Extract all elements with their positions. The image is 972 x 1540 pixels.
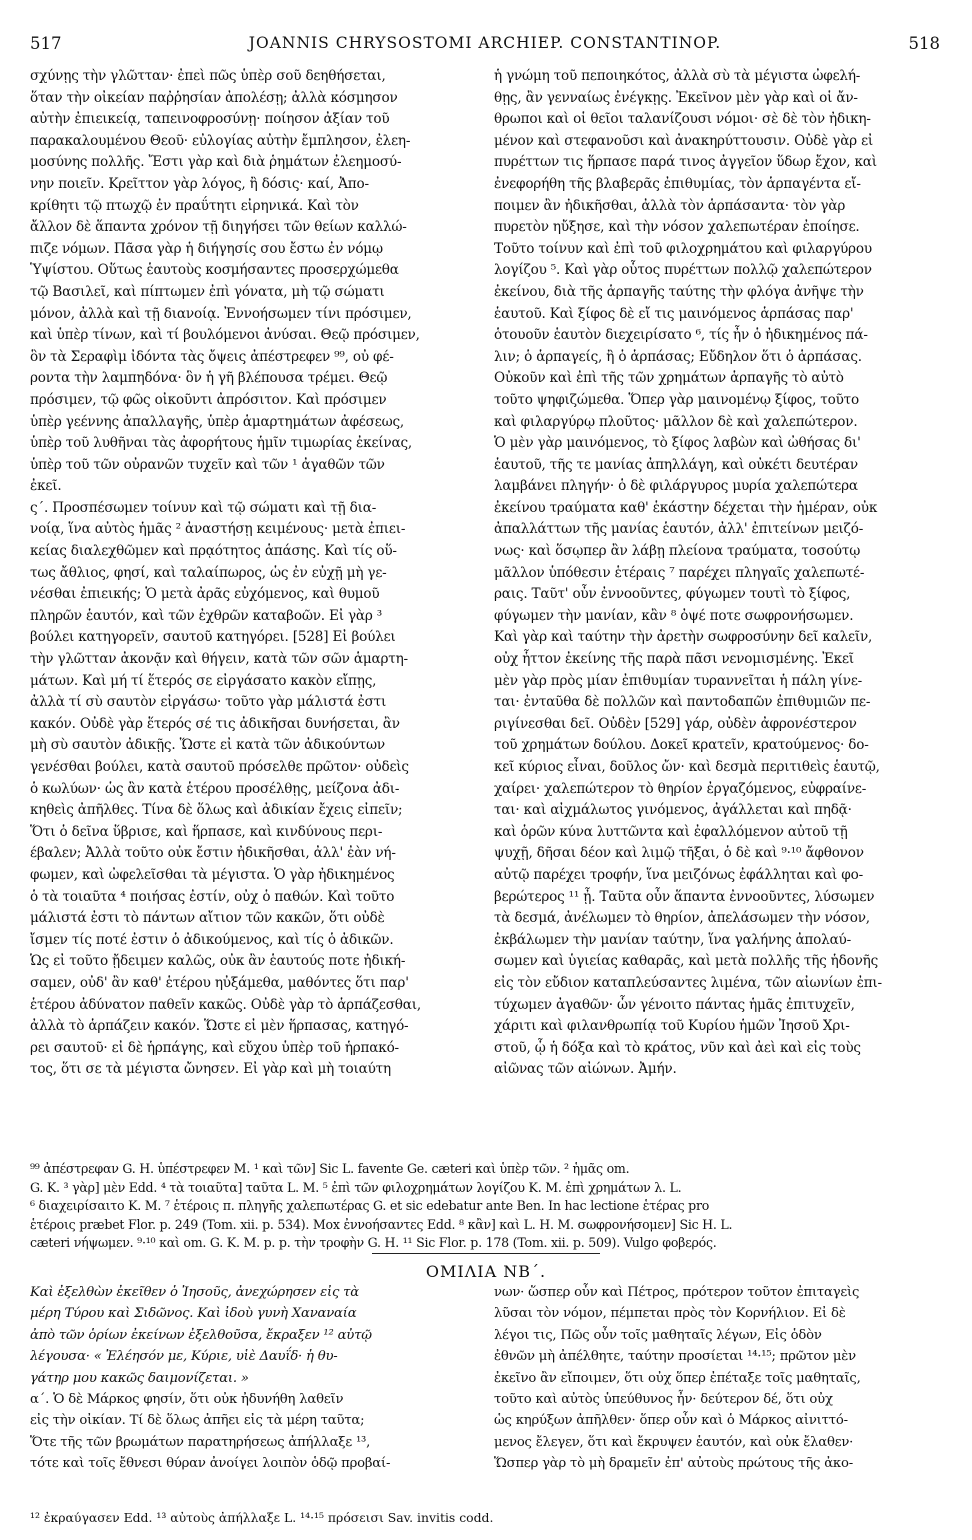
text-line: χάριτι καὶ φιλανθρωπίᾳ τοῦ Κυρίου ἡμῶν Ἰησοῦ Χρι- — [494, 1018, 850, 1035]
text-line: αἰῶνας τῶν αἰώνων. Ἀμήν. — [494, 1061, 677, 1078]
text-line: τότε καὶ τοῖς ἔθνεσι θύραν ἀνοίγει λοιπὸν ὁδῷ προβαί- — [30, 1456, 391, 1472]
text-line: τὴν γλῶτταν ἀκονᾷν καὶ θήγειν, κατὰ τῶν σῶν ἁμαρτη- — [30, 651, 408, 668]
homily-footnote: ¹² ἐκραύγασεν Edd. ¹³ αὐτοὺς ἀπήλλαξε L. ¹⁴·¹⁵ πρόσεισι Sav. invitis codd. — [30, 1510, 494, 1525]
text-line: λέγουσα· « Ἐλέησόν με, Κύριε, υἱὲ Δαυΐδ· ἡ θυ- — [30, 1349, 338, 1365]
text-line: μένον καὶ στεφανοῦσι καὶ ἀνακηρύττουσιν. Οὐδὲ γὰρ εἰ — [494, 132, 874, 149]
text-line: βούλει κατηγορεῖν, σαυτοῦ κατηγόρει. [528] Εἰ βούλει — [30, 629, 396, 646]
text-line: εἰς τὸν εὔδιον καταπλεύσαντες λιμένα, τῶν αἰωνίων ἐπι- — [494, 974, 882, 991]
text-line: φύγωμεν τὴν μανίαν, κἂν ⁸ ὀψέ ποτε σωφρονήσωμεν. — [494, 607, 854, 624]
text-line: ριγίνεσθαι δεῖ. Οὐδὲν [529] γάρ, οὐδὲν ἀφρονέστερον — [494, 715, 857, 732]
text-line: ὑπὲρ γεέννης ἀπαλλαγῆς, ὑπὲρ ἁμαρτημάτων ἀφέσεως, — [30, 413, 404, 430]
text-line: ὁ κωλύων· ὡς ἂν κατὰ ἑτέρου προσέλθῃς, μείζονα ἀδι- — [30, 780, 400, 797]
text-line: τῷ Βασιλεῖ, καὶ πίπτωμεν ἐπὶ γόνατα, μὴ τῷ σώματι — [30, 283, 385, 300]
page-number-right: 518 — [908, 34, 940, 53]
text-line: ἄλλον δὲ ἅπαντα χρόνον τῇ διηγήσει τῶν θείων καλλώ- — [30, 219, 407, 236]
text-line: λιν; ὁ ἁρπαγείς, ἢ ὁ ἁρπάσας; Εὔδηλον ὅτι ὁ ἁρπάσας. — [494, 348, 862, 365]
text-line: νων· ὥσπερ οὖν καὶ Πέτρος, πρότερον τοῦτον ἐπιταγεὶς — [494, 1285, 860, 1300]
text-line: ὅταν τὴν οἰκείαν παῤῥησίαν ἀπολέσῃ; ἀλλὰ κόσμησον — [30, 89, 398, 106]
text-line: αὐτὴν ἐπιεικείᾳ, ταπεινοφροσύνῃ· ποίησον ἀξίαν τοῦ — [30, 111, 390, 128]
text-line: ρει σαυτοῦ· εἰ δὲ ἡρπάγης, καὶ εὔχου ὑπὲρ τοῦ ἡρπακό- — [30, 1039, 399, 1056]
text-line: τος, ὅτι σε τὰ μέγιστα ὤνησεν. Εἰ γὰρ καὶ μὴ τοιαύτη — [30, 1061, 391, 1078]
text-line: ψυχῇ, δῆσαι δέον καὶ λιμῷ τῆξαι, ὁ δὲ καὶ ⁹·¹⁰ ἄφθονον — [494, 845, 864, 862]
text-line: μέρη Τύρου καὶ Σιδῶνος. Καὶ ἰδοὺ γυνὴ Χαναναία — [30, 1306, 357, 1322]
text-line: σχύνῃς τὴν γλῶτταν· ἐπεὶ πῶς ὑπὲρ σοῦ δεηθήσεται, — [30, 68, 386, 84]
text-line: ται· καὶ αἰχμάλωτος γινόμενος, ἀγάλλεται καὶ πηδᾷ· — [494, 802, 852, 819]
text-line: ἐκεῖ. — [30, 478, 62, 495]
text-line: χαίρει· χαλεπώτερον τὸ θηρίον ἐργαζόμενος, εὐφραίνε- — [494, 780, 867, 797]
text-line: μὴ σὺ σαυτὸν ἀδικῇς. Ὥστε εἰ κατὰ τῶν ἀδικούντων — [30, 737, 385, 754]
text-line: ἑαυτοῦ. Καὶ ξίφος δὲ εἴ τις μαινόμενος ἁρπάσας παρ' — [494, 305, 854, 322]
text-line: ἀλλὰ τὸ ἁρπάζειν κακόν. Ὥστε εἰ μὲν ἥρπασας, κατηγό- — [30, 1018, 409, 1035]
text-line: Ὅτε τῆς τῶν βρωμάτων παρατηρήσεως ἀπήλλαξε ¹³, — [30, 1434, 371, 1450]
text-line: Οὐκοῦν καὶ ἐπὶ τῆς τῶν χρημάτων ἁρπαγῆς τὸ αὐτὸ — [494, 370, 844, 387]
text-line: πληρῶν ἑαυτόν, καὶ τῶν ἐχθρῶν καταβοῶν. Εἰ γὰρ ³ — [30, 607, 383, 624]
text-line: ἑτέρου ἀδύνατον παθεῖν κακῶς. Οὐδὲ γὰρ τὸ ἁρπάζεσθαι, — [30, 996, 421, 1013]
text-line: μᾶλλον ὑπόθεσιν ἑτέραις ⁷ παρέχει πληγαῖς χαλεπωτέ- — [494, 564, 865, 581]
text-line: ἀπὸ τῶν ὁρίων ἐκείνων ἐξελθοῦσα, ἔκραξεν ¹² αὐτῷ — [30, 1327, 372, 1343]
homily-title: ΟΜΙΛΙΑ ΝΒ΄. — [425, 1262, 547, 1281]
right-column-text — [494, 66, 942, 1081]
text-line: μενος ἔλεγεν, ὅτι καὶ ἔκρυψεν ἑαυτόν, καὶ οὐκ ἔλαθεν· — [494, 1434, 854, 1450]
text-line: γάτηρ μου κακῶς δαιμονίζεται. » — [30, 1370, 249, 1386]
text-line: ς΄. Προσπέσωμεν τοίνυν καὶ τῷ σώματι καὶ τῇ δια- — [30, 499, 377, 516]
text-line: μόνον, ἀλλὰ καὶ τῇ διανοίᾳ. Ἐννοήσωμεν τίνι πρόσιμεν, — [30, 305, 412, 322]
text-line: ἐθνῶν μὴ ἀπέλθητε, ταύτην προσίεται ¹⁴·¹⁵; πρῶτον μὲν — [494, 1349, 856, 1365]
page-header — [30, 34, 940, 60]
text-line: Ὥσπερ γὰρ τὸ μὴ δραμεῖν ἐπ' αὐτοὺς πρώτους τῆς ἀκο- — [494, 1456, 853, 1472]
text-line: κηθεὶς ἀπῆλθες. Τίνα δὲ ὅλως καὶ ἀδικίαν ἔχεις εἰπεῖν; — [30, 802, 403, 819]
text-line: ἀλλὰ τί σὺ σαυτὸν εἰργάσω· τοῦτο γὰρ μάλιστά ἐστι — [30, 694, 387, 711]
footnote-line: cæteri νήψωμεν. ⁹·¹⁰ καὶ om. G. K. M. p. p. τὴν τροφὴν G. H. ¹¹ Sic Flor. p. 178 (Tom. xii. p. 509). Vulgo φοβερός. — [30, 1235, 717, 1251]
text-line: τοῦτο ψηφιζώμεθα. Ὅπερ γὰρ μαινομένῳ ξίφος, τοῦτο — [494, 391, 859, 408]
text-line: αὐτῷ παρέχει τροφήν, ἵνα μειζόνως ἐφάλληται καὶ φο- — [494, 866, 863, 883]
text-line: καὶ ὁρῶν κύνα λυττῶντα καὶ ἐφαλλόμενον αὐτοῦ τῇ — [494, 823, 848, 840]
text-line: μὲν γὰρ πρὸς μίαν ἐπιθυμίαν τυραννεῖται ἡ πάλη γίνε- — [494, 672, 863, 689]
text-line: ἐκείνου τραύματα καθ' ἑκάστην δέχεται τὴν ἡμέραν, οὐκ — [494, 499, 878, 516]
text-line: α΄. Ὁ δὲ Μάρκος φησίν, ὅτι οὐκ ἠδυνήθη λαθεῖν — [30, 1391, 344, 1407]
text-line: λογίζου ⁵. Καὶ γὰρ οὗτος πυρέττων πολλῷ χαλεπώτερον — [494, 262, 872, 279]
text-line: ἐκείνου, διὰ τῆς ἁρπαγῆς ταύτης τὴν φλόγα ἀνῆψε τὴν — [494, 283, 864, 300]
text-line: βερώτερος ¹¹ ᾖ. Ταῦτα οὖν ἅπαντα ἐννοοῦντες, λύσωμεν — [494, 888, 875, 905]
text-line: ἴσμεν τίς ποτέ ἐστιν ὁ ἀδικούμενος, καὶ τίς ὁ ἀδικῶν. — [30, 931, 394, 948]
text-line: τὰ δεσμά, ἀνέλωμεν τὸ θηρίον, ἀπελάσωμεν τὴν νόσον, — [494, 910, 870, 927]
text-line: τοῦ χρημάτων δούλου. Δοκεῖ κρατεῖν, κρατούμενος· δο- — [494, 737, 869, 754]
text-line: ὡς κηρύξων ἀπῆλθεν· ὅπερ οὖν καὶ ὁ Μάρκος αἰνιττό- — [494, 1413, 848, 1429]
homily-right-column-text — [494, 1282, 942, 1475]
text-line: τως ἄθλιος, φησί, καὶ ταλαίπωρος, ὡς ἐν εὐχῇ μὴ γε- — [30, 564, 387, 581]
text-line: κείας διαλεχθῶμεν καὶ πρᾳότητος ἁπάσης. Καὶ τίς οὕ- — [30, 543, 397, 560]
text-line: ὑπὲρ τοῦ λυθῆναι τὰς ἀφορήτους ἡμῖν τιμωρίας ἐκείνας, — [30, 435, 412, 452]
text-line: θῃς, ἂν γενναίως ἐνέγκῃς. Ἐκεῖνον μὲν γὰρ καὶ οἱ ἄν- — [494, 89, 858, 106]
page-number-left: 517 — [30, 34, 62, 53]
text-line: εἰς τὴν οἰκίαν. Τί δὲ ὅλως ἀπῆει εἰς τὰ μέρη ταῦτα; — [30, 1413, 365, 1429]
text-line: ται· ἐνταῦθα δὲ πολλῶν καὶ παντοδαπῶν ἐπιθυμιῶν πε- — [494, 694, 871, 711]
text-line: πυρέττων τις ἥρπασε παρά τινος ἀγγεῖον ὕδωρ ἔχον, καὶ — [494, 154, 877, 171]
section-divider-rule — [372, 1253, 600, 1254]
footnote-line: G. K. ³ γὰρ] μὲν Edd. ⁴ τὰ τοιαῦτα] ταῦτα L. M. ⁵ ἐπὶ τῶν φιλοχρημάτων λογίζου K. M. ἐπὶ χρημάτων λ. L. — [30, 1179, 682, 1195]
text-line: ἑαυτοῦ, τῆς τε μανίας ἀπηλλάγη, καὶ οὐκέτι δευτέραν — [494, 456, 858, 473]
text-line: Ὁ μὲν γὰρ μαινόμενος, τὸ ξίφος λαβὼν καὶ ὠθήσας δι' — [494, 435, 861, 452]
text-line: Καὶ ἐξελθὼν ἐκεῖθεν ὁ Ἰησοῦς, ἀνεχώρησεν εἰς τὰ — [30, 1285, 359, 1300]
text-line: πρόσιμεν, τῷ φῶς οἰκοῦντι ἀπρόσιτον. Καὶ πρόσιμεν — [30, 391, 387, 408]
text-line: ἐκβάλωμεν τὴν μανίαν ταύτην, ἵνα γαλήνης ἀπολαύ- — [494, 931, 851, 948]
text-line: Καὶ γὰρ καὶ ταύτην τὴν ἀρετὴν σωφροσύνην δεῖ καλεῖν, — [494, 629, 873, 646]
homily-left-column-text — [30, 1282, 478, 1475]
text-line: λέγοι τις, Πῶς οὖν τοῖς μαθηταῖς λέγων, Εἰς ὁδὸν — [494, 1327, 822, 1343]
text-line: ἐνεφορήθη τῆς βλαβερᾶς ἐπιθυμίας, τὸν ἁρπαγέντα εἴ- — [494, 175, 861, 192]
text-line: γενέσθαι βούλει, κατὰ σαυτοῦ πρόσελθε πρῶτον· οὐδεὶς — [30, 759, 409, 775]
text-line: παρακαλουμένου Θεοῦ· εὐλογίας αὐτὴν ἔμπλησον, ἐλεη- — [30, 132, 411, 149]
footnote-line: ⁹⁹ ἀπέστρεφαν G. H. ὑπέστρεφεν M. ¹ καὶ τῶν] Sic L. favente Ge. cæteri καὶ ὑπὲρ τῶν. ² ἡμᾶς om. — [30, 1161, 630, 1176]
text-line: πυρετὸν ηὔξησε, καὶ τὴν νόσον χαλεπωτέραν ἐποίησε. — [494, 219, 860, 236]
text-line: ποιμεν ἂν ἠδικῆσθαι, ἀλλὰ τὸν ἁρπάσαντα· τὸν γὰρ — [494, 197, 846, 214]
text-line: σαμεν, οὐδ' ἂν καθ' ἑτέρου ηὐξάμεθα, μαθόντες ὅτι παρ' — [30, 974, 409, 991]
text-line: έβαλεν; Ἀλλὰ τοῦτο οὐκ ἔστιν ἠδικῆσθαι, ἀλλ' ἐὰν νή- — [30, 845, 396, 862]
text-line: καὶ ὑπὲρ τίνων, καὶ τί βουλόμενοι ἀνύσαι. Θεῷ πρόσιμεν, — [30, 327, 420, 344]
text-line: κακόν. Οὐδὲ γὰρ ἕτερός σέ τις ἀδικῆσαι δυνήσεται, ἂν — [30, 715, 400, 732]
text-line: κεῖ κύριος εἶναι, δοῦλος ὤν· καὶ δεσμὰ περιτιθεὶς ἑαυτῷ, — [494, 759, 880, 775]
text-line: ροντα τὴν λαμπηδόνα· ὃν ἡ γῆ βλέπουσα τρέμει. Θεῷ — [30, 370, 388, 387]
text-line: πιζε νόμων. Πᾶσα γὰρ ἡ διήγησίς σου ἔστω ἐν νόμῳ — [30, 240, 383, 257]
text-line: ἐκεῖνο ἂν εἴποιμεν, ὅτι οὐχ ὅπερ ἐπέταξε τοῖς μαθηταῖς, — [494, 1370, 861, 1386]
text-line: σωμεν καὶ ὑγιείας καθαρᾶς, καὶ μετὰ πολλῆς τῆς ἡδονῆς — [494, 953, 879, 970]
text-line: Ὡς εἰ τοῦτο ᾔδειμεν καλῶς, οὐκ ἂν ἑαυτούς ποτε ἠδική- — [30, 953, 406, 970]
text-line: Ὅτι ὁ δεῖνα ὕβρισε, καὶ ἥρπασε, καὶ κινδύνους περι- — [30, 823, 383, 840]
text-line: λαμβάνει πληγήν· ὁ δὲ φιλάργυρος μυρία χαλεπώτερα — [494, 478, 858, 495]
text-line: στοῦ, ᾧ ἡ δόξα καὶ τὸ κράτος, νῦν καὶ ἀεὶ καὶ εἰς τοὺς — [494, 1039, 861, 1056]
text-line: Τοῦτο τοίνυν καὶ ἐπὶ τοῦ φιλοχρημάτου καὶ φιλαργύρου — [494, 240, 872, 257]
text-line: μάτων. Καὶ μή τί ἕτερός σε εἰργάσατο κακὸν εἴπῃς, — [30, 672, 377, 689]
footnote-line: ⁶ διαχειρίσαιτο K. M. ⁷ ἑτέροις π. πληγῆς χαλεπωτέρας G. et sic edebatur ante Ben. In hac lectione ἑτέρας pro — [30, 1198, 710, 1214]
running-title: JOANNIS CHRYSOSTOMI ARCHIEP. CONSTANTINOP. — [248, 34, 722, 52]
text-line: Ὑψίστου. Οὕτως ἑαυτοὺς κοσμήσαντες προσερχώμεθα — [30, 262, 399, 279]
text-line: οὐχ ἧττον ἐκείνης τῆς παρὰ πᾶσι νενομισμένης. Ἐκεῖ — [494, 651, 854, 668]
text-line: θρωποι καὶ οἱ θεῖοι ταλανίζουσι νόμοι· σὲ δὲ τὸν ἠδικη- — [494, 111, 871, 128]
text-line: ἀπαλλάττων τῆς μανίας ἑαυτόν, ἀλλ' ἐπιτείνων μειζό- — [494, 521, 864, 538]
text-line: τύχωμεν ἀγαθῶν· ὧν γένοιτο πάντας ἡμᾶς ἐπιτυχεῖν, — [494, 996, 855, 1013]
text-line: καὶ φιλαργύρῳ πλοῦτος· μᾶλλον δὲ καὶ χαλεπώτερον. — [494, 413, 858, 430]
text-line: ὁτουοῦν ἑαυτὸν διεχειρίσατο ⁶, τίς ἦν ὁ ἠδικημένος πά- — [494, 327, 868, 344]
text-line: ὁ τὰ τοιαῦτα ⁴ ποιήσας ἐστίν, οὐχ ὁ παθών. Καὶ τοῦτο — [30, 888, 395, 905]
text-line: νως· καὶ ὅσῳπερ ἂν λάβῃ πλείονα τραύματα, τοσούτῳ — [494, 543, 861, 560]
text-line: φωμεν, καὶ ὠφελεῖσθαι τὰ μέγιστα. Ὁ γὰρ ἠδικημένος — [30, 866, 395, 883]
text-line: μοσύνης πολλῆς. Ἔστι γὰρ καὶ διὰ ῥημάτων ἐλεημοσύ- — [30, 154, 402, 171]
text-line: ἡ γνώμη τοῦ πεποιηκότος, ἀλλὰ σὺ τὰ μέγιστα ὠφελή- — [494, 68, 861, 84]
critical-apparatus-footnotes — [30, 1160, 942, 1253]
text-line: μάλιστά ἐστι τὸ πάντων αἴτιον τῶν κακῶν, ὅτι οὐδὲ — [30, 910, 385, 927]
text-line: νοίᾳ, ἵνα αὐτὸς ἡμᾶς ² ἀναστήσῃ κειμένους· μετὰ ἐπιει- — [30, 521, 406, 538]
text-line: ὃν τὰ Σεραφὶμ ἰδόντα τὰς ὄψεις ἀπέστρεφεν ⁹⁹, οὐ φέ- — [30, 348, 394, 365]
text-line: νέσθαι ἐπιεικής; Ὁ μετὰ ἀρᾶς εὐχόμενος, καὶ θυμοῦ — [30, 586, 380, 603]
footnote-line: ἑτέροις præbet Flor. p. 249 (Tom. xii. p. 534). Mox ἐννοήσαντες Edd. ⁸ κἂν] καὶ L. H. M. σωφρονήσομεν] Sic H. L. — [30, 1216, 733, 1232]
left-column-text — [30, 66, 478, 1081]
text-line: κρίθητι τῷ πτωχῷ ἐν πραΰτητι εἰρηνικά. Καὶ τὸν — [30, 197, 359, 214]
text-line: ὑπὲρ τοῦ τῶν οὐρανῶν τυχεῖν καὶ τῶν ¹ ἀγαθῶν τῶν — [30, 456, 385, 473]
text-line: λῦσαι τὸν νόμον, πέμπεται πρὸς τὸν Κορνήλιον. Εἰ δὲ — [494, 1306, 846, 1322]
text-line: τοῦτο καὶ αὐτὸς ὑπεύθυνος ἦν· δεύτερον δέ, ὅτι οὐχ — [494, 1391, 833, 1407]
text-line: νην ποιεῖν. Κρεῖττον γὰρ λόγος, ἢ δόσις· καί, Ἀπο- — [30, 175, 369, 192]
text-line: ραις. Ταῦτ' οὖν ἐννοοῦντες, φύγωμεν τουτὶ τὸ ξίφος, — [494, 586, 851, 603]
